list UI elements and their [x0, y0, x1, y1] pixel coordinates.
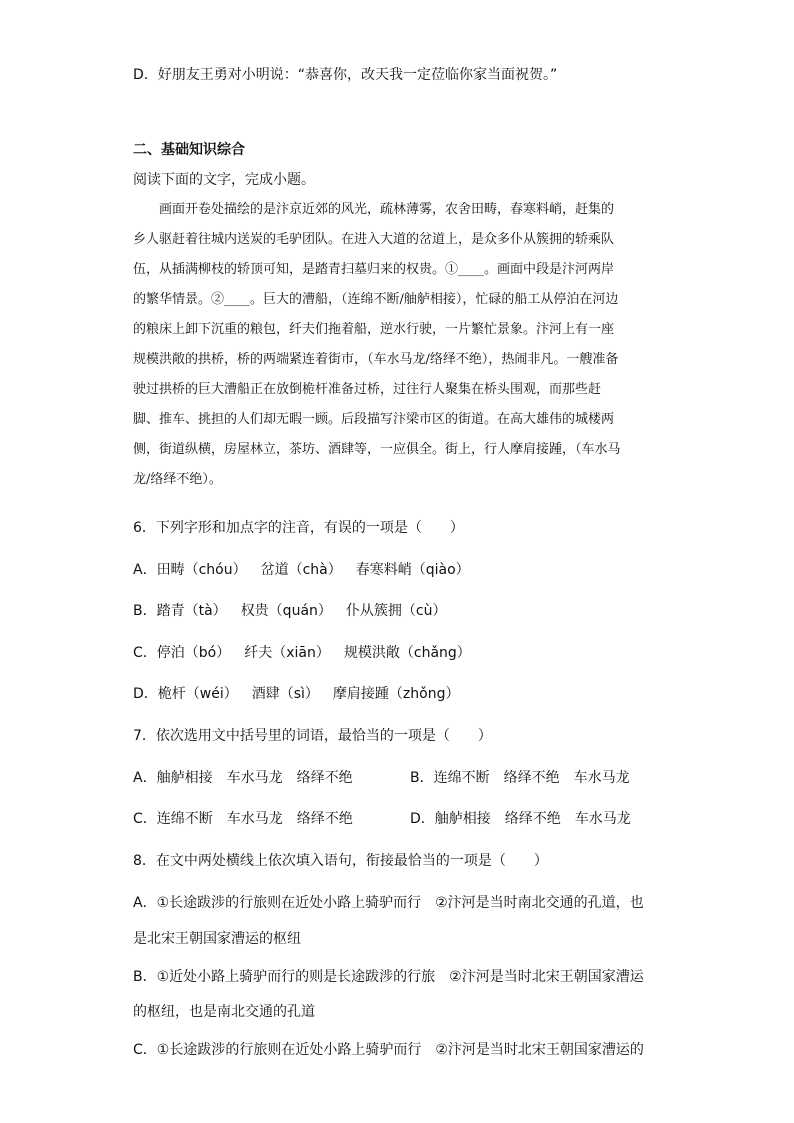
section-instruction: 阅读下面的文字，完成小题。	[133, 172, 315, 188]
question-8-option-b-line2: 的枢纽，也是南北交通的孔道	[133, 1004, 315, 1020]
question-7-option-b: B．连绵不断 络绎不绝 车水马龙	[410, 770, 630, 786]
passage-line: 乡人驱赶着往城内送炭的毛驴团队。在进入大道的岔道上，是众多仆从簇拥的轿乘队	[133, 232, 615, 247]
question-6-option-d	[133, 684, 459, 704]
question-8-stem: 8．在文中两处横线上依次填入语句，衔接最恰当的一项是（ ）	[133, 853, 548, 869]
question-6-option-c	[133, 643, 471, 663]
section-title: 二、基础知识综合	[133, 142, 245, 158]
question-8-option-a-line2: 是北宋王朝国家漕运的枢纽	[133, 931, 301, 947]
passage-line: 侧，街道纵横，房屋林立，茶坊、酒肆等，一应俱全。街上，行人摩肩接踵，（车水马	[133, 442, 621, 457]
option-term: 仆从簇拥（cù）	[345, 603, 447, 619]
question-7-option-a: A．舳舻相接 车水马龙 络绎不绝	[133, 770, 353, 786]
question-8-option-a-line1: A．①长途跋涉的行旅则在近处小路上骑驴而行 ②汴河是当时南北交通的孔道，也	[133, 895, 644, 911]
question-8-option-c-line1: C．①长途跋涉的行旅则在近处小路上骑驴而行 ②汴河是当时北宋王朝国家漕运的	[133, 1042, 644, 1058]
passage-line: 伍，从插满柳枝的轿顶可知，是踏青扫墓归来的权贵。①____。画面中段是汴河两岸	[133, 262, 615, 277]
option-term: 酒肆（sì）	[251, 686, 319, 702]
passage-line: 驶过拱桥的巨大漕船正在放倒桅杆准备过桥，过往行人聚集在桥头围观，而那些赶	[133, 382, 602, 397]
option-term: D．桅杆（wéi）	[133, 686, 238, 702]
question-6-stem: 6．下列字形和加点字的注音，有误的一项是（ ）	[133, 520, 464, 536]
option-term: C．停泊（bó）	[133, 645, 231, 661]
passage-line: 画面开卷处描绘的是汴京近郊的风光，疏林薄雾，农舍田畴，春寒料峭，赶集的	[159, 202, 615, 217]
question-8-option-b-line1: B．①近处小路上骑驴而行的则是长途跋涉的行旅 ②汴河是当时北宋王朝国家漕运	[133, 969, 644, 985]
passage-line: 的粮床上卸下沉重的粮包，纤夫们拖着船，逆水行驶，一片繁忙景象。汴河上有一座	[133, 322, 615, 337]
option-term: 岔道（chà）	[260, 562, 342, 578]
option-term: A．田畴（chóu）	[133, 562, 247, 578]
passage-line: 规模洪敞的拱桥，桥的两端紧连着街市，（车水马龙/络绎不绝），热闹非凡。一艘准备	[133, 352, 619, 367]
question-6-option-b	[133, 601, 446, 621]
question-6-option-a	[133, 560, 470, 580]
question-7-option-d: D．舳舻相接 络绎不绝 车水马龙	[410, 811, 631, 827]
option-term: 摩肩接踵（zhǒng）	[332, 686, 460, 702]
passage-line: 龙/络绎不绝）。	[133, 472, 222, 487]
passage-line: 脚、推车、挑担的人们却无暇一顾。后段描写汴梁市区的街道。在高大雄伟的城楼两	[133, 412, 615, 427]
option-term: 纤夫（xiān）	[244, 645, 330, 661]
option-term: 规模洪敞（chǎng）	[343, 645, 471, 661]
option-term: B．踏青（tà）	[133, 603, 227, 619]
option-term: 权贵（quán）	[240, 603, 332, 619]
passage-line: 的繁华情景。②____。巨大的漕船，（连绵不断/舳舻相接），忙碌的船工从停泊在河边	[133, 292, 619, 307]
question-7-stem: 7．依次选用文中括号里的词语，最恰当的一项是（ ）	[133, 728, 492, 744]
question-7-option-c: C．连绵不断 车水马龙 络绎不绝	[133, 811, 353, 827]
option-d-previous: D．好朋友王勇对小明说：“恭喜你，改天我一定莅临你家当面祝贺。”	[133, 67, 558, 83]
option-term: 春寒料峭（qiào）	[355, 562, 470, 578]
